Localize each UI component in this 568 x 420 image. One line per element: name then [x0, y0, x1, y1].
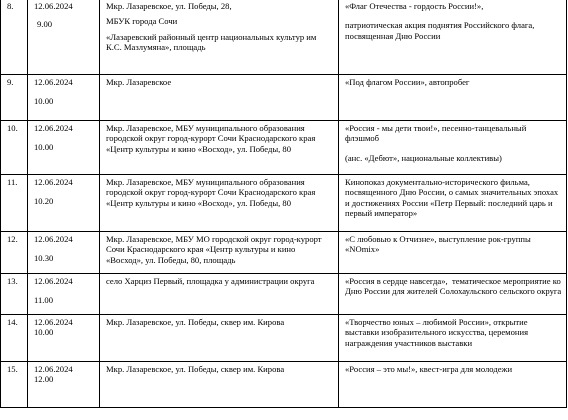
venue-cell	[100, 75, 339, 121]
event-cell	[339, 315, 567, 362]
date-time-cell	[28, 175, 100, 232]
row-number: 15.	[7, 364, 18, 374]
event-cell	[339, 274, 567, 315]
row-number: 10.	[7, 123, 18, 133]
table-row	[1, 315, 567, 362]
event-time: 10.30	[34, 253, 54, 264]
venue-line: Мкр. Лазаревское, МБУ муниципального образования городской округ город-курорт Сочи Краснодарского края «Центр культуры и кино «Восход», ул. Победы, 80	[106, 123, 318, 154]
event-time: 12.00	[34, 374, 54, 385]
event-cell	[339, 232, 567, 274]
row-number-cell	[1, 362, 28, 408]
venue-line: «Лазаревский районный центр национальных культур им К.С. Мазлумяна», площадь	[106, 31, 319, 52]
event-cell	[339, 175, 567, 232]
event-cell	[339, 0, 567, 75]
row-number: 11.	[7, 177, 18, 187]
row-number-cell	[1, 274, 28, 315]
row-number: 14.	[7, 317, 18, 327]
venue-cell	[100, 315, 339, 362]
event-title-line: «С любовью к Отчизне», выступление рок-группы «NOmix»	[345, 234, 533, 255]
table-row	[1, 274, 567, 315]
table-row	[1, 175, 567, 232]
event-cell	[339, 75, 567, 121]
venue-line: село Харциз Первый, площадка у администрации округа	[106, 276, 315, 286]
row-number: 13.	[7, 276, 18, 286]
row-number-cell	[1, 315, 28, 362]
date-time-cell	[28, 232, 100, 274]
venue-line: Мкр. Лазаревское, МБУ муниципального образования городской округ город-курорт Сочи Краснодарского края «Центр культуры и кино «Восход», ул. Победы, 80	[106, 177, 318, 208]
venue-line: Мкр. Лазаревское, ул. Победы, 28,	[106, 1, 232, 11]
event-cell	[339, 362, 567, 408]
event-description-line: патриотическая акция поднятия Российского флага, посвященная Дню России	[345, 20, 537, 41]
row-number-cell	[1, 75, 28, 121]
event-title-line: «Россия – это мы!», квест-игра для молодежи	[345, 364, 513, 374]
table-row	[1, 232, 567, 274]
venue-cell	[100, 232, 339, 274]
date-time-cell	[28, 315, 100, 362]
row-number-cell	[1, 121, 28, 175]
event-title-line: «Россия в сердце навсегда», тематическое мероприятие ко Дню России для жителей Солохаульского сельского округа	[345, 276, 563, 297]
venue-line: Мкр. Лазаревское	[106, 77, 172, 87]
event-date: 12.06.2024	[34, 317, 73, 327]
venue-cell	[100, 0, 339, 75]
row-number-cell	[1, 175, 28, 232]
event-time: 10.00	[34, 327, 54, 338]
event-time: 10.20	[34, 196, 54, 207]
table-row	[1, 121, 567, 175]
date-time-cell	[28, 121, 100, 175]
row-number: 12.	[7, 234, 18, 244]
event-time: 9.00	[37, 19, 53, 30]
events-table-body	[1, 0, 567, 408]
event-title-line: Кинопоказ документально-исторического фильма, посвященного Дню России, о самых значительных эпохах и достижениях России «Петр Первый: последний царь и первый император»	[345, 177, 561, 218]
venue-line: Мкр. Лазаревское, МБУ МО городской округ город-курорт Сочи Краснодарского края «Центр культуры и кино «Восход», ул. Победы, 80, площадь	[106, 234, 324, 265]
venue-line: Мкр. Лазаревское, ул. Победы, сквер им. Кирова	[106, 364, 285, 374]
event-title-line: «Флаг Отечества - гордость России!»,	[345, 1, 484, 11]
row-number-cell	[1, 0, 28, 75]
date-time-cell	[28, 274, 100, 315]
venue-line: Мкр. Лазаревское, ул. Победы, сквер им. Кирова	[106, 317, 285, 327]
event-date: 12.06.2024	[34, 77, 73, 87]
event-time: 11.00	[34, 295, 54, 306]
venue-cell	[100, 121, 339, 175]
event-title-line: «Под флагом России», автопробег	[345, 77, 470, 87]
event-title-line: «Творчество юных – любимой России», открытие выставки изобразительного искусства, церемония награждения участников выставки	[345, 317, 531, 348]
table-row	[1, 362, 567, 408]
event-title-line: «Россия - мы дети твои!», песенно-танцевальный флэшмоб	[345, 123, 529, 144]
venue-cell	[100, 175, 339, 232]
event-date: 12.06.2024	[34, 1, 73, 11]
venue-cell	[100, 274, 339, 315]
date-time-cell	[28, 75, 100, 121]
row-number: 9.	[7, 77, 14, 87]
event-date: 12.06.2024	[34, 276, 73, 286]
date-time-cell	[28, 0, 100, 75]
row-number-cell	[1, 232, 28, 274]
venue-line: МБУК города Сочи	[106, 16, 178, 27]
row-number: 8.	[7, 1, 14, 11]
event-date: 12.06.2024	[34, 123, 73, 133]
event-description-line: (анс. «Дебют», национальные коллективы)	[345, 152, 502, 163]
event-cell	[339, 121, 567, 175]
table-row	[1, 75, 567, 121]
date-time-cell	[28, 362, 100, 408]
event-time: 10.00	[34, 142, 54, 153]
venue-cell	[100, 362, 339, 408]
event-time: 10.00	[34, 96, 54, 107]
table-row	[1, 0, 567, 75]
event-date: 12.06.2024	[34, 177, 73, 187]
event-date: 12.06.2024	[34, 234, 73, 244]
event-date: 12.06.2024	[34, 364, 73, 374]
